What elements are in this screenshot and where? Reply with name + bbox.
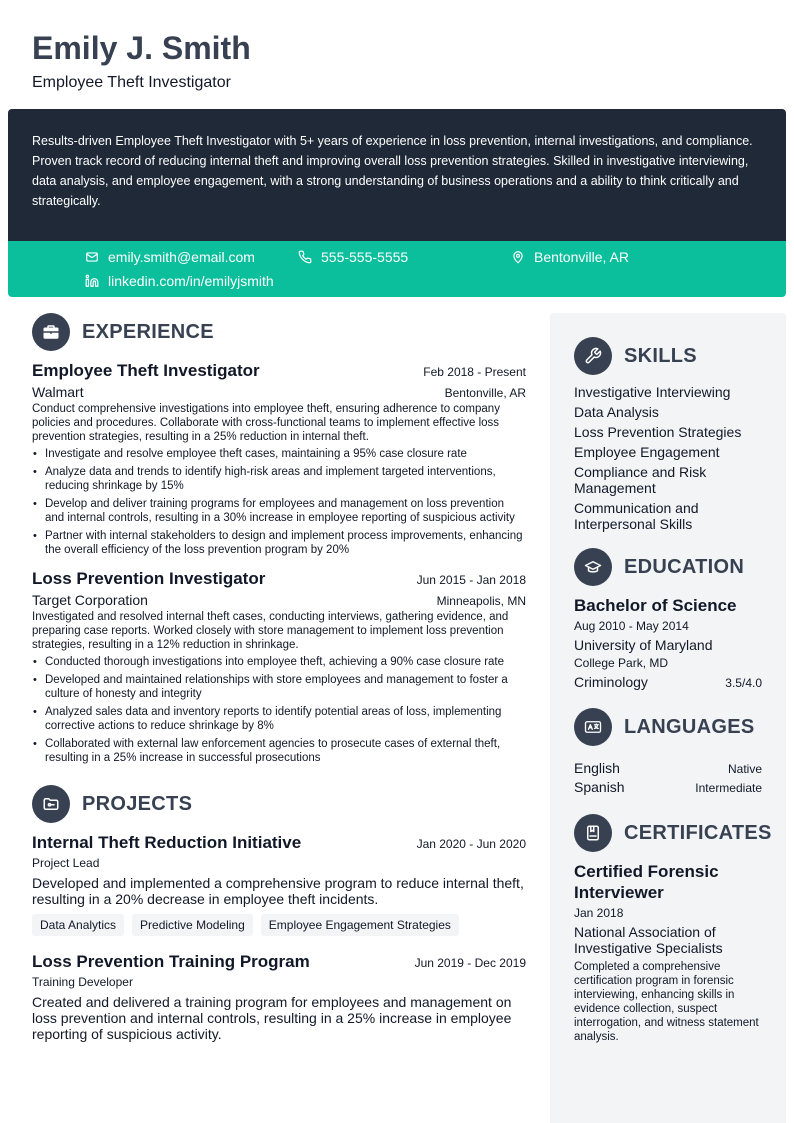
- job-bullet: • Developed and maintained relationships with store employees and management to foster a culture of honesty and integrity: [32, 673, 526, 701]
- contact-linkedin[interactable]: [85, 273, 274, 289]
- bookmark-book-icon: [574, 814, 612, 852]
- skill-item: Investigative Interviewing: [574, 384, 731, 400]
- contact-location: [511, 249, 629, 265]
- language-level: Intermediate: [695, 781, 762, 795]
- phone-icon: [298, 250, 312, 264]
- project-entry: [32, 952, 526, 1042]
- job-title: Employee Theft Investigator: [32, 361, 260, 380]
- main-column: [32, 313, 526, 1042]
- projects-heading: PROJECTS: [82, 792, 193, 815]
- job-company: Walmart: [32, 384, 84, 400]
- job-date: Jun 2015 - Jan 2018: [416, 573, 526, 587]
- project-description: Developed and implemented a comprehensive program to reduce internal theft, resulting in a 20% decrease in employee theft incidents.: [32, 875, 524, 907]
- languages-heading: LANGUAGES: [624, 715, 755, 738]
- job-location: Minneapolis, MN: [436, 594, 526, 608]
- project-title: Loss Prevention Training Program: [32, 952, 310, 971]
- project-role: Project Lead: [32, 856, 100, 870]
- skill-item: Compliance and Risk Management: [574, 464, 707, 496]
- project-entry: [32, 833, 526, 936]
- project-tag: Data Analytics: [32, 914, 124, 936]
- skills-list: [574, 384, 762, 532]
- summary-text: Results-driven Employee Theft Investigator with 5+ years of experience in loss prevention, internal investigations, and compliance. Proven track record of reducing internal theft and improving overall loss prevention strategies. Skilled in investigative interviewing, data analysis, and employee engagement, with a strong understanding of business operations and a ability to think critically and strategically.: [32, 134, 753, 208]
- job-bullets: [32, 447, 526, 557]
- education-location: College Park, MD: [574, 656, 669, 670]
- location-text: Bentonville, AR: [534, 249, 629, 265]
- contact-email[interactable]: [85, 249, 255, 265]
- job-entry: [32, 569, 526, 765]
- summary-section: [8, 109, 786, 241]
- project-date: Jun 2019 - Dec 2019: [414, 956, 526, 970]
- languages-list: [574, 760, 762, 795]
- project-tag: Employee Engagement Strategies: [261, 914, 459, 936]
- job-bullet: • Collaborated with external law enforcement agencies to prosecute cases of external theft, resulting in a 25% increase in successful prosecutions: [32, 737, 526, 765]
- wrench-icon: [574, 337, 612, 375]
- certificate-description: Completed a comprehensive certification program in forensic interviewing, enhancing skills in evidence collection, suspect interrogation, and witness statement analysis.: [574, 961, 759, 1043]
- education-school: University of Maryland: [574, 637, 713, 653]
- experience-header: [32, 313, 526, 351]
- language-name: English: [574, 760, 620, 776]
- project-tags: [32, 914, 526, 936]
- email-icon: [85, 250, 99, 264]
- skill-item: Employee Engagement: [574, 444, 720, 460]
- skill-item: Communication and Interpersonal Skills: [574, 500, 699, 532]
- job-bullet: • Investigate and resolve employee theft cases, maintaining a 95% case closure rate: [32, 447, 526, 461]
- skills-header: [574, 337, 762, 375]
- job-description: Investigated and resolved internal theft cases, conducting interviews, gathering evidence, and preparing case reports. Worked closely with store management to implement loss prevention strategies, resulting in a 12% reduction in shrinkage.: [32, 611, 509, 651]
- experience-heading: EXPERIENCE: [82, 320, 214, 343]
- language-name: Spanish: [574, 779, 625, 795]
- skills-heading: SKILLS: [624, 344, 697, 367]
- certificates-heading: CERTIFICATES: [624, 821, 772, 844]
- sidebar: [550, 313, 786, 1123]
- job-bullet: • Develop and deliver training programs for employees and management on loss prevention and internal controls, resulting in a 30% increase in employee reporting of suspicious activity: [32, 497, 526, 525]
- education-field: Criminology: [574, 674, 648, 690]
- education-field-row: [574, 674, 762, 690]
- job-location: Bentonville, AR: [444, 386, 526, 400]
- education-header: [574, 548, 762, 586]
- languages-header: [574, 708, 762, 746]
- graduation-cap-icon: [574, 548, 612, 586]
- job-bullet: • Analyze data and trends to identify high-risk areas and implement targeted interventions, reducing shrinkage by 15%: [32, 465, 526, 493]
- certificates-header: [574, 814, 772, 852]
- project-role: Training Developer: [32, 975, 133, 989]
- job-title: Loss Prevention Investigator: [32, 569, 266, 588]
- skill-item: Loss Prevention Strategies: [574, 424, 742, 440]
- folder-icon: [32, 785, 70, 823]
- job-bullet: • Conducted thorough investigations into employee theft, achieving a 90% case closure rate: [32, 655, 526, 669]
- certificate-title: Certified Forensic Interviewer: [574, 862, 719, 902]
- candidate-title: Employee Theft Investigator: [32, 74, 231, 91]
- project-title: Internal Theft Reduction Initiative: [32, 833, 302, 852]
- certificate-date: Jan 2018: [574, 906, 624, 920]
- job-description: Conduct comprehensive investigations into employee theft, ensuring adherence to company policies and procedures. Collaborate with cross-functional teams to implement effective loss prevention strategies, resulting in a 25% reduction in internal theft.: [32, 403, 500, 443]
- job-bullets: [32, 655, 526, 765]
- project-tag: Predictive Modeling: [132, 914, 253, 936]
- linkedin-text: linkedin.com/in/emilyjsmith: [108, 273, 274, 289]
- job-entry: [32, 361, 526, 557]
- project-date: Jan 2020 - Jun 2020: [416, 837, 526, 851]
- job-bullet: • Partner with internal stakeholders to design and implement process improvements, enhancing the overall efficiency of the loss prevention program by 20%: [32, 529, 526, 557]
- skill-item: Data Analysis: [574, 404, 659, 420]
- phone-text: 555-555-5555: [321, 249, 409, 265]
- email-text: emily.smith@email.com: [108, 249, 255, 265]
- projects-header: [32, 785, 526, 823]
- contact-phone[interactable]: [298, 249, 408, 265]
- certificate-issuer: National Association of Investigative Specialists: [574, 924, 723, 956]
- briefcase-icon: [32, 313, 70, 351]
- education-heading: EDUCATION: [624, 555, 745, 578]
- location-pin-icon: [511, 250, 525, 264]
- language-row: [574, 779, 762, 795]
- contact-bar: [8, 241, 786, 297]
- language-row: [574, 760, 762, 776]
- job-bullet: • Analyzed sales data and inventory reports to identify potential areas of loss, implementing corrective actions to reduce shrinkage by 8%: [32, 705, 526, 733]
- candidate-name: Emily J. Smith: [32, 30, 251, 66]
- job-date: Feb 2018 - Present: [423, 365, 526, 379]
- education-date: Aug 2010 - May 2014: [574, 619, 689, 633]
- education-degree: Bachelor of Science: [574, 596, 737, 615]
- job-company: Target Corporation: [32, 592, 148, 608]
- education-gpa: 3.5/4.0: [725, 676, 762, 690]
- project-description: Created and delivered a training program for employees and management on loss prevention and internal controls, resulting in a 25% increase in employee reporting of suspicious activity.: [32, 994, 512, 1042]
- linkedin-icon: [85, 274, 99, 288]
- translate-icon: [574, 708, 612, 746]
- language-level: Native: [727, 762, 762, 776]
